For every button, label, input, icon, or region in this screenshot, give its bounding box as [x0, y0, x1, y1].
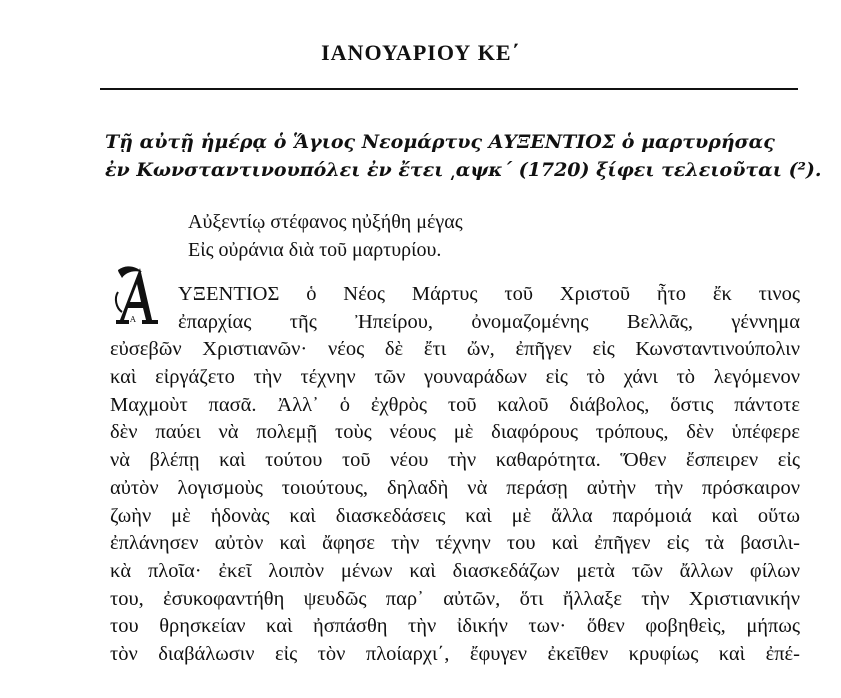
- body-line: κὰ πλοῖα· ἐκεῖ λοιπὸν μένων καὶ διασκεδάζων μετὰ τῶν ἄλλων φίλων: [110, 559, 800, 582]
- page-header: ΙΑΝΟΥΑΡΙΟΥ ΚΕ΄: [321, 40, 520, 65]
- body-line: ζωὴν μὲ ἡδονὰς καὶ διασκεδάσεις καὶ μὲ ἄλλα παρόμοιά καὶ οὕτω: [110, 504, 800, 527]
- body-line: ΥΞΕΝΤΙΟΣ ὁ Νέος Μάρτυς τοῦ Χριστοῦ ἦτο ἔκ τινος: [178, 283, 800, 305]
- body-line: εὐσεβῶν Χριστιανῶν· νέος δὲ ἔτι ὤν, ἐπῆγεν εἰς Κωνσταντινούπολιν: [110, 338, 800, 361]
- verse-line: Εἰς οὐράνια διὰ τοῦ μαρτυρίου.: [188, 239, 442, 261]
- body-line: του θρησκείαν καὶ ἠσπάσθη τὴν ἰδικήν των· ὅθεν φοβηθεὶς, μήπως: [110, 615, 800, 638]
- body-line: τὸν διαβάλωσιν εἰς τὸν πλοίαρχι΄, ἔφυγεν ἐκεῖθεν κρυφίως καὶ ἐπέ-: [110, 642, 800, 665]
- intro-line: Τῇ αὐτῇ ἡμέρᾳ ὁ Ἅγιος Νεομάρτυς ΑΥΞΕΝΤΙΟΣ ὁ μαρτυρήσας: [105, 131, 775, 153]
- body-line: του, ἐσυκοφαντήθη ψευδῶς παρ᾽ αὐτῶν, ὅτι ἤλλαξε τὴν Χριστιανικήν: [110, 587, 800, 610]
- body-line: καὶ εἰργάζετο τὴν τέχνην τῶν γουναράδων εἰς τὸ χάνι τὸ λεγόμενον: [110, 366, 800, 389]
- body-line: δὲν παύει νὰ πολεμῇ τοὺς νέους μὲ διαφόρους τρόπους, δὲν ὑπέφερε: [110, 421, 800, 444]
- body-line: ἐπαρχίας τῆς Ἠπείρου, ὀνομαζομένης Βελλᾶς, γέννημα: [178, 310, 800, 333]
- body-text: [110, 281, 800, 669]
- body-line: αὐτὸν λογισμοὺς τοιούτους, δηλαδὴ νὰ περάσῃ αὐτὴν τὴν πρόσκαιρον: [110, 476, 800, 499]
- intro-paragraph: [105, 128, 822, 184]
- header-rule: [100, 88, 798, 90]
- body-line: Μαχμοὺτ πασᾶ. Ἀλλ᾽ ὁ ἐχθρὸς τοῦ καλοῦ διάβολος, ὅστις πάντοτε: [110, 393, 800, 416]
- verse-line: Αὐξεντίῳ στέφανος ηὐξήθη μέγας: [188, 211, 463, 233]
- intro-line: ἐν Κωνσταντινουπόλει ἐν ἔτει ͵αψκ΄ (1720) ξίφει τελειοῦται (²).: [105, 159, 822, 181]
- body-line: ἐπλάνησεν αὐτὸν καὶ ἄφησε τὴν τέχνην του καὶ ἐπῆγεν εἰς τὰ βασιλι-: [110, 532, 800, 555]
- verse: [188, 208, 463, 264]
- body-line: νὰ βλέπῃ καὶ τούτου τοῦ νέου τὴν καθαρότητα. Ὅθεν ἔσπειρεν εἰς: [110, 449, 800, 472]
- svg-text:Α: Α: [130, 315, 136, 324]
